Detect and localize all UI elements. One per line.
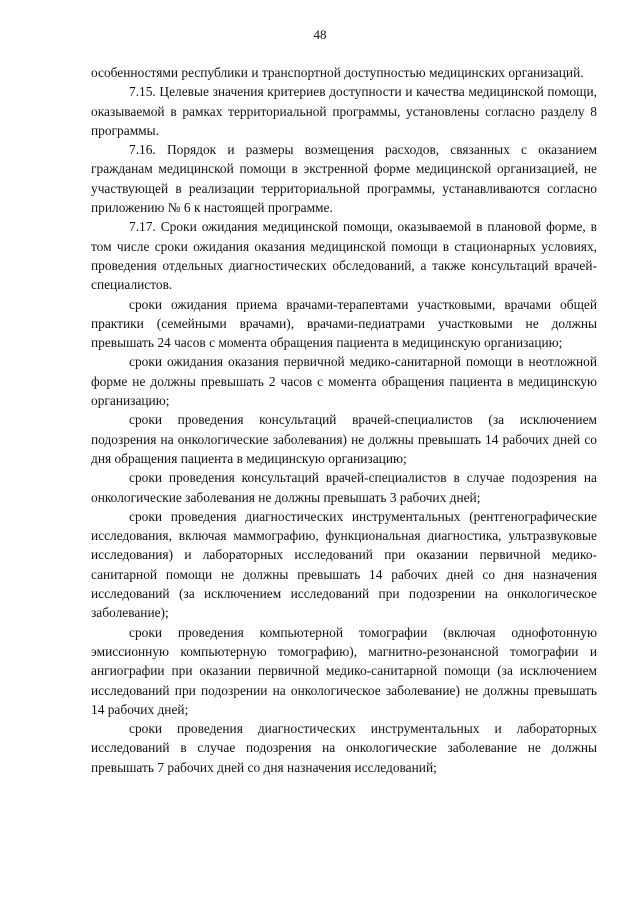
paragraph-oncology-consult: сроки проведения консультаций врачей-специалистов в случае подозрения на онкологические заболевания не должны превышать 3 рабочих дней;	[91, 470, 597, 505]
paragraph-urgent-care-wait: сроки ожидания оказания первичной медико-санитарной помощи в неотложной форме не должны превышать 2 часов с момента обращения пациента в медицинскую организацию;	[91, 354, 597, 409]
page-number: 48	[313, 27, 327, 42]
paragraph-7-16: 7.16. Порядок и размеры возмещения расходов, связанных с оказанием гражданам медицинской помощи в экстренной форме медицинской организацией, не участвующей в реализации территориальной программы, устанавливаются согласно приложению № 6 к настоящей программе.	[91, 142, 597, 216]
paragraph-tomography: сроки проведения компьютерной томографии (включая однофотонную эмиссионную компьютерную томографию), магнитно-резонансной томографии и ангиографии при оказании первичной медико-санитарной помощи (за исключением исследований при подозрении на онкологическое заболевание) не должны превышать 14 рабочих дней;	[91, 624, 597, 717]
paragraph-specialist-consult: сроки проведения консультаций врачей-специалистов (за исключением подозрения на онкологические заболевания) не должны превышать 14 рабочих дней со дня обращения пациента в медицинскую организацию;	[91, 412, 597, 466]
paragraph-7-15: 7.15. Целевые значения критериев доступности и качества медицинской помощи, оказываемой в рамках территориальной программы, установлены согласно разделу 8 программы.	[91, 84, 597, 138]
paragraph-oncology-diagnostics: сроки проведения диагностических инструментальных и лабораторных исследований в случае подозрения на онкологические заболевание не должны превышать 7 рабочих дней со дня назначения исследований;	[91, 721, 597, 775]
document-body	[91, 63, 597, 777]
paragraph-therapist-wait: сроки ожидания приема врачами-терапевтами участковыми, врачами общей практики (семейными врачами), врачами-педиатрами участковыми не должны превышать 24 часов с момента обращения пациента в медицинскую организацию;	[91, 296, 597, 351]
paragraph-continuation: особенностями республики и транспортной доступностью медицинских организаций.	[91, 65, 584, 80]
paragraph-diagnostics: сроки проведения диагностических инструментальных (рентгенографические исследования, включая маммографию, функциональная диагностика, ультразвуковые исследования) и лабораторных исследований при оказании первичной медико-санитарной помощи не должны превышать 14 рабочих дней со дня назначения исследований (за исключением исследований при подозрении на онкологическое заболевание);	[91, 508, 597, 621]
paragraph-7-17: 7.17. Сроки ожидания медицинской помощи, оказываемой в плановой форме, в том числе сроки ожидания оказания медицинской помощи в стационарных условиях, проведения отдельных диагностических обследований, а также консультаций врачей-специалистов.	[91, 219, 597, 293]
